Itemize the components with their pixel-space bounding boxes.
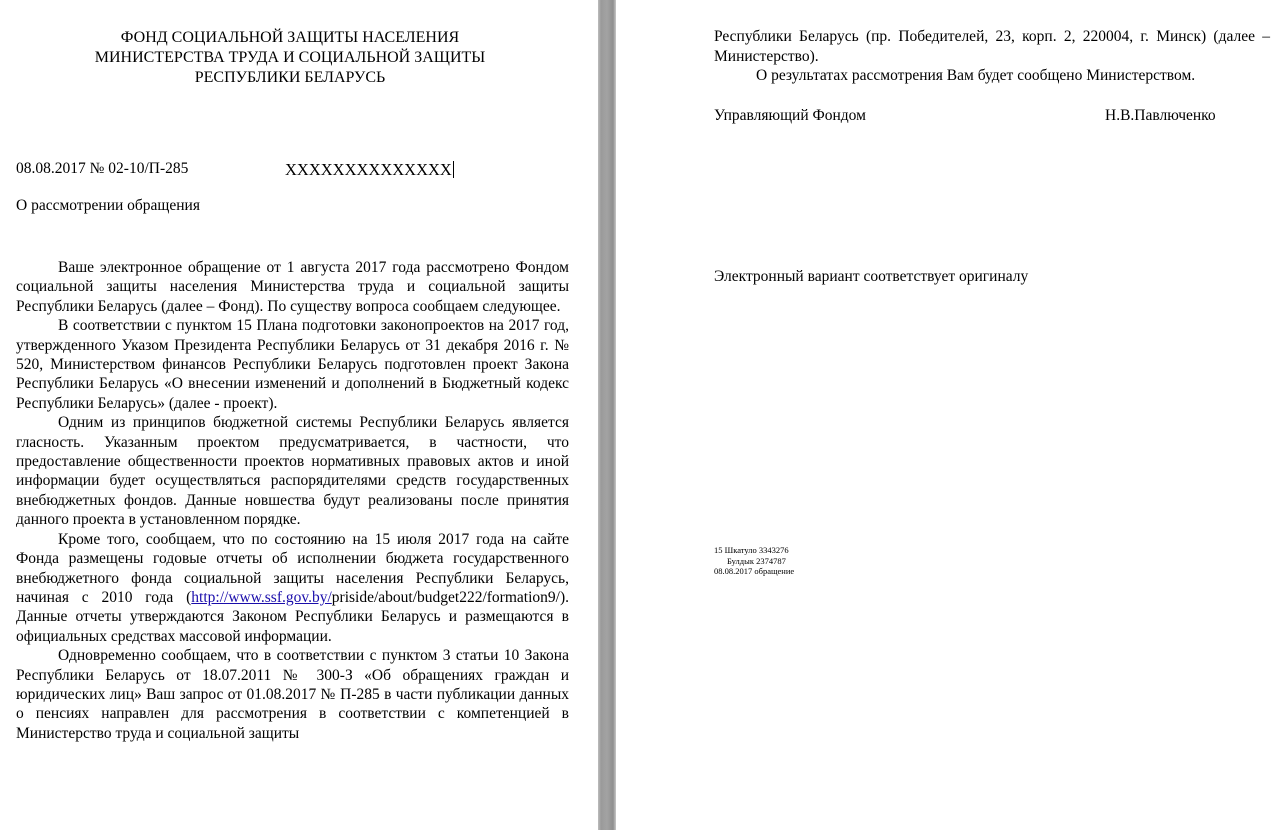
result-notice: О результатах рассмотрения Вам будет сообщено Министерством. [756, 67, 1196, 84]
letter-body [16, 258, 569, 743]
letterhead-line-2: МИНИСТЕРСТВА ТРУДА И СОЦИАЛЬНОЙ ЗАЩИТЫ [94, 49, 486, 66]
executor-line-2: Булдык 2374787 [727, 555, 786, 566]
executor-info [714, 545, 794, 577]
ssf-link[interactable]: http://www.ssf.gov.by/ [191, 588, 332, 606]
executor-line-1: 15 Шкатуло 3343276 [714, 545, 789, 555]
signer-name: Н.В.Павлюченко [1105, 107, 1216, 124]
paragraph-5: Одновременно сообщаем, что в соответствии с пунктом 3 статьи 10 Закона Республики Беларусь от 18.07.2011 № 300-З «Об обращениях граждан и юридических лиц» Ваш запрос от 01.08.2017 № П-285 в части публикации данных о пенсиях направлен для рассмотрения в соответствии с компетенцией в Министерство труда и социальной защиты [16, 647, 569, 742]
continuation-paragraph: Республики Беларусь (пр. Победителей, 23, корп. 2, 220004, г. Минск) (далее – Министерство). [714, 28, 1270, 65]
electronic-copy-note: Электронный вариант соответствует оригиналу [714, 268, 1029, 285]
paragraph-4 [16, 530, 569, 646]
letter-continuation [714, 27, 1270, 86]
paragraph-3: Одним из принципов бюджетной системы Республики Беларусь является гласность. Указанным проектом предусматривается, в частности, что предоставление общественности проектов нормативных правовых актов и иной информации будет осуществляться распорядителями средств государственных внебюджетных фондов. Данные новшества будут реализованы после принятия данного проекта в установленном порядке. [16, 414, 569, 529]
recipient-field[interactable] [285, 160, 454, 180]
paragraph-1: Ваше электронное обращение от 1 августа 2017 года рассмотрено Фондом социальной защиты населения Министерства труда и социальной защиты Республики Беларусь (далее – Фонд). По существу вопроса сообщаем следующее. [16, 259, 569, 315]
signer-title: Управляющий Фондом [714, 107, 866, 124]
document-page-right [616, 0, 1280, 830]
date-number: 08.08.2017 № 02-10/П-285 [16, 160, 189, 177]
document-page-left [0, 0, 598, 830]
page-separator [598, 0, 616, 830]
paragraph-4-text-a: Кроме того, сообщаем, что по состоянию на 15 июля 2017 года на сайте Фонда размещены годовые отчеты об исполнении бюджета государственного внебюджетного фонда социальной защиты населения Республики Беларусь, начиная с 2010 года ( [16, 530, 569, 606]
recipient-text: ХХХХХХХХХХХХХХ [285, 160, 452, 179]
letterhead-line-3: РЕСПУБЛИКИ БЕЛАРУСЬ [194, 69, 386, 86]
paragraph-4-text-b: priside/about/budget222/formation9/). Данные отчеты утверждаются Законом Республики Беларусь и размещаются в официальных средствах массовой информации. [16, 588, 569, 645]
executor-line-3: 08.08.2017 обращение [714, 566, 795, 576]
subject-line: О рассмотрении обращения [16, 197, 200, 214]
paragraph-2: В соответствии с пунктом 15 Плана подготовки законопроектов на 2017 год, утвержденного Указом Президента Республики Беларусь от 31 декабря 2016 г. № 520, Министерством финансов Республики Беларусь подготовлен проект Закона Республики Беларусь «О внесении изменений и дополнений в Бюджетный кодекс Республики Беларусь» (далее - проект). [16, 317, 569, 412]
letterhead-line-1: ФОНД СОЦИАЛЬНОЙ ЗАЩИТЫ НАСЕЛЕНИЯ [120, 29, 460, 46]
letterhead [40, 28, 540, 88]
text-cursor [453, 161, 455, 178]
